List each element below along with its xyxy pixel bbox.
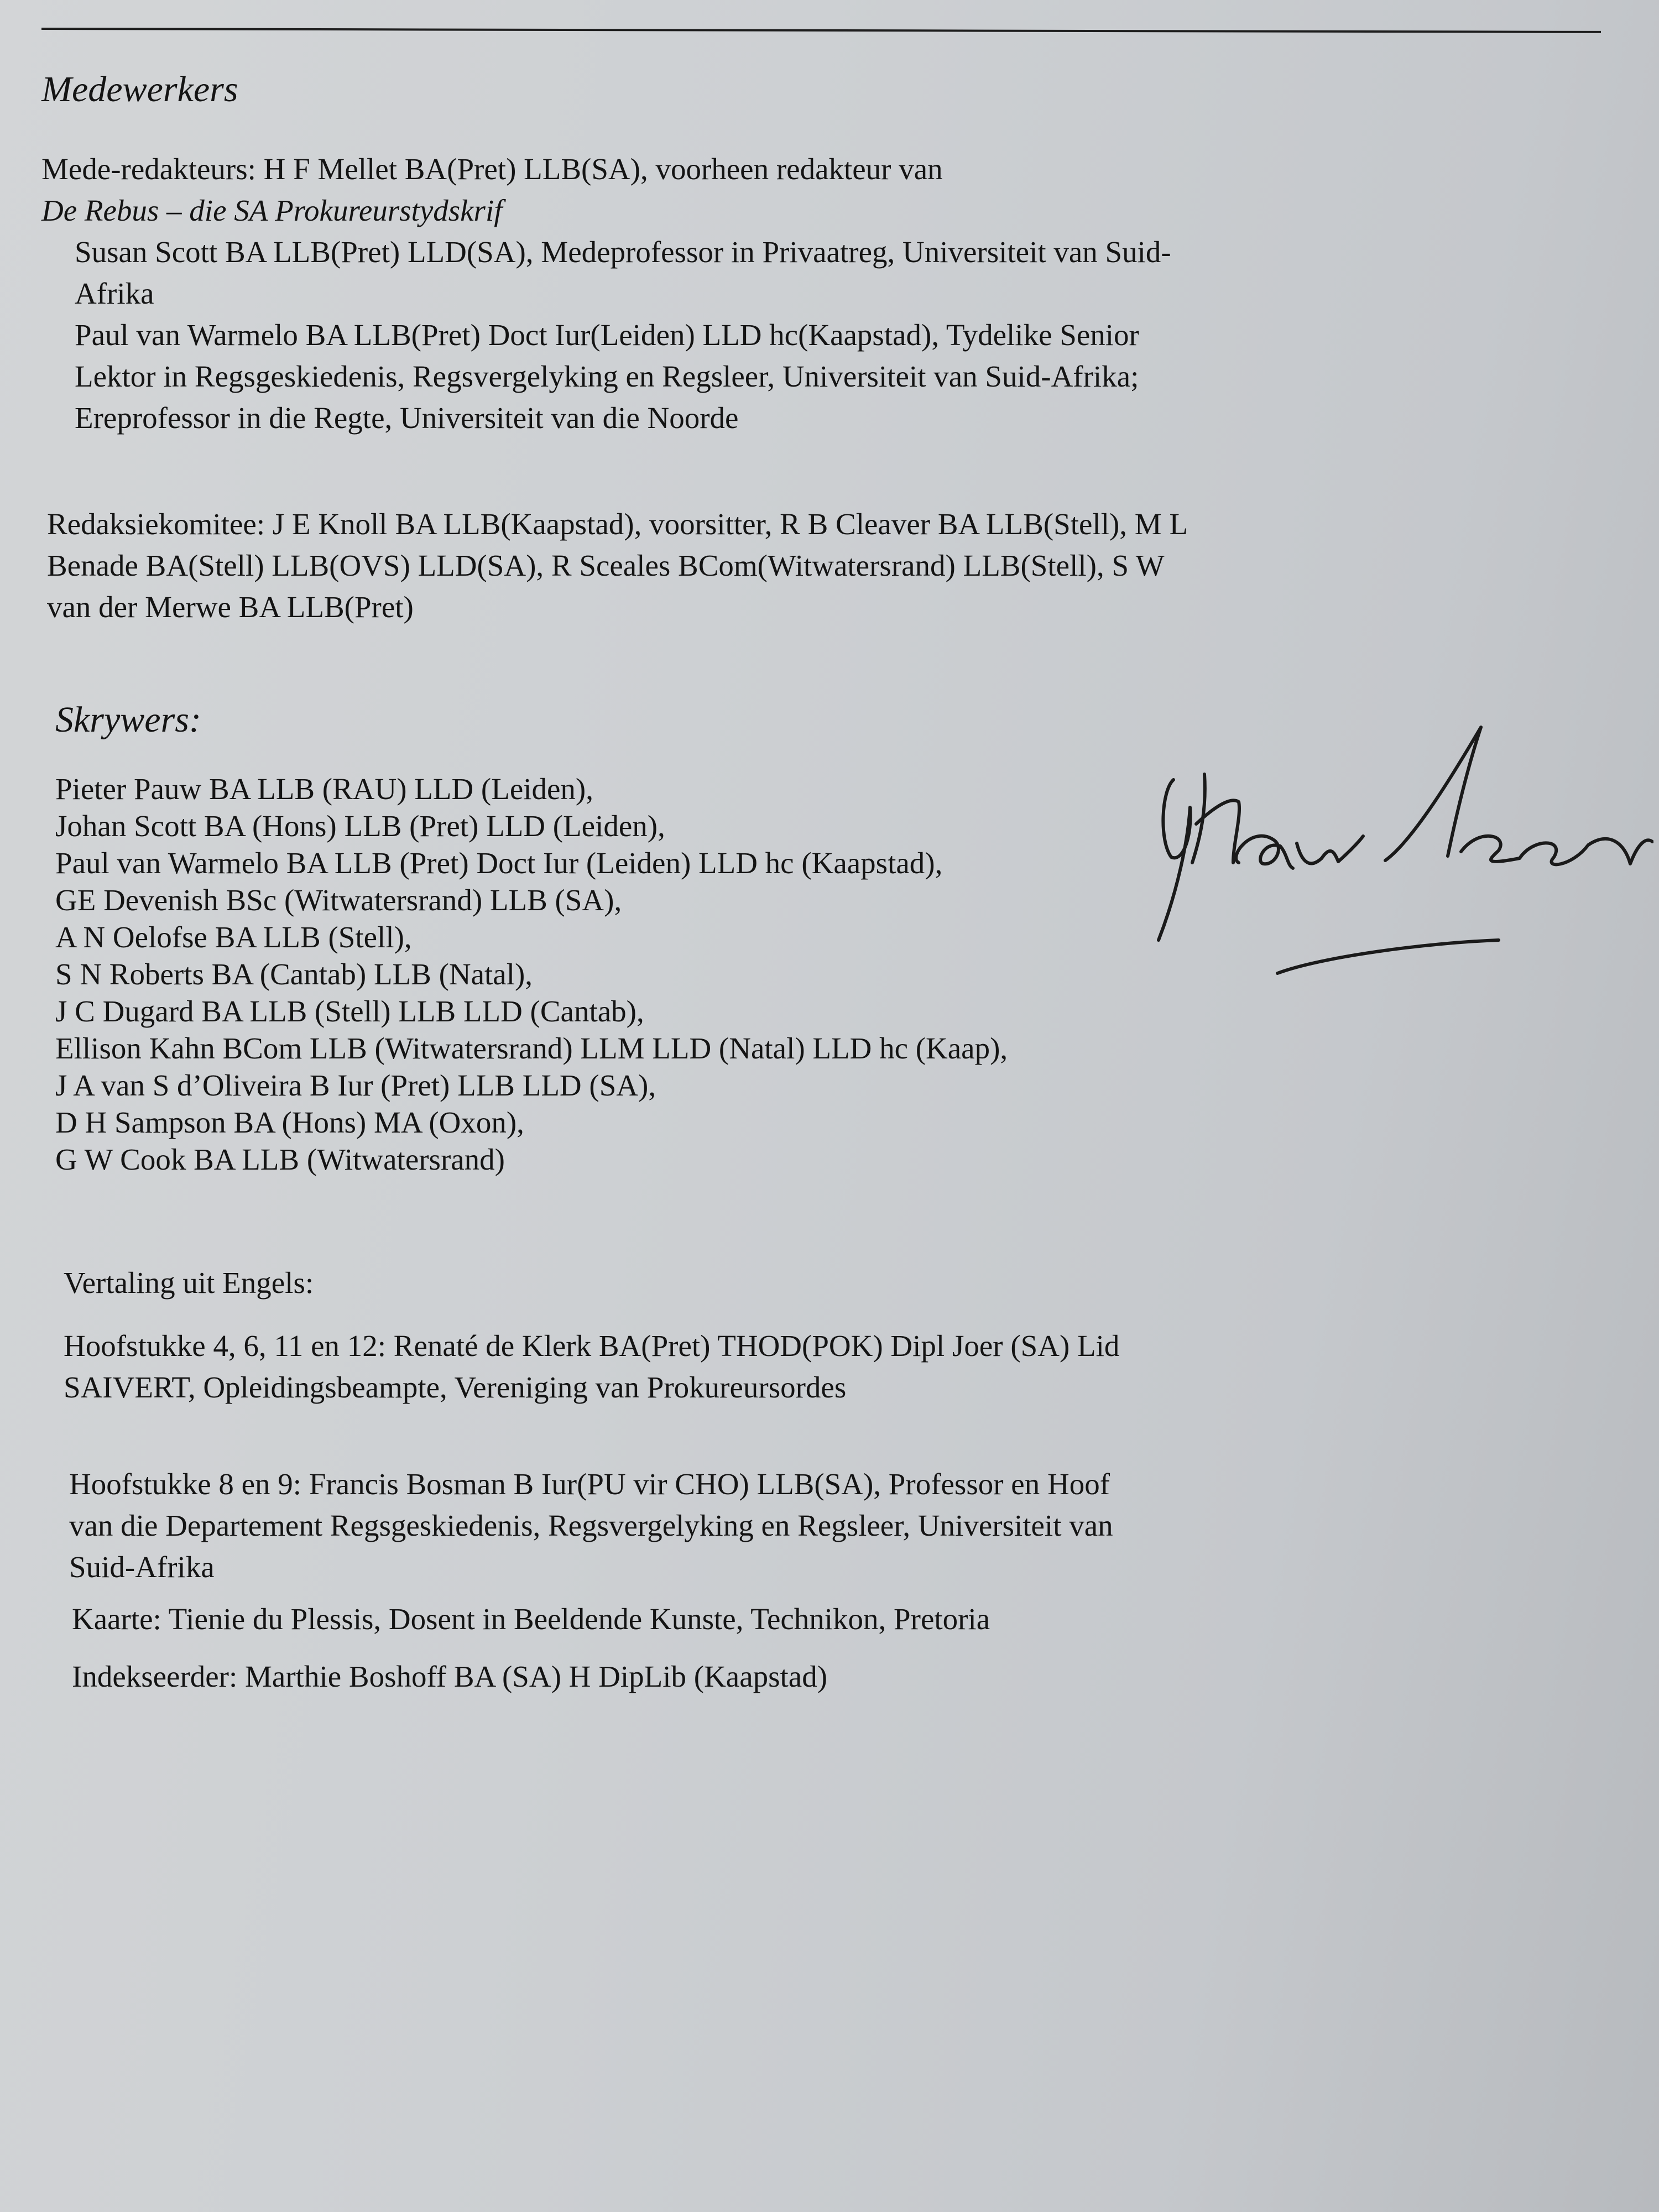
signature-stroke [1297, 836, 1363, 863]
signature-stroke [1192, 774, 1239, 863]
author-item: A N Oelofse BA LLB (Stell), [55, 920, 412, 954]
author-item: D H Sampson BA (Hons) MA (Oxon), [55, 1105, 524, 1139]
author-item: Paul van Warmelo BA LLB (Pret) Doct Iur (Leiden) LLD hc (Kaapstad), [55, 846, 943, 880]
author-item: G W Cook BA LLB (Witwatersrand) [55, 1142, 505, 1176]
handwritten-signature [1139, 713, 1653, 990]
signature-underline [1277, 940, 1499, 973]
author-item: J A van S d’Oliveira B Iur (Pret) LLB LLD (SA), [55, 1068, 656, 1102]
author-item: GE Devenish BSc (Witwatersrand) LLB (SA), [55, 883, 622, 917]
author-item: Johan Scott BA (Hons) LLB (Pret) LLD (Leiden), [55, 809, 665, 843]
mede-redakteurs-lead: Mede-redakteurs: H F Mellet BA(Pret) LLB(SA), voorheen redakteur van [41, 152, 943, 186]
indekseerder-credit: Indekseerder: Marthie Boshoff BA (SA) H DipLib (Kaapstad) [72, 1660, 828, 1693]
redaksiekomitee-paragraph: Redaksiekomitee: J E Knoll BA LLB(Kaapstad), voorsitter, R B Cleaver BA LLB(Stell), M L Benade BA(Stell) LLB(OVS) LLD(SA), R Sceales BCom(Witwatersrand) LLB(Stell), S W van der Merwe BA LLB(Pret) [47, 507, 1187, 624]
kaarte-credit: Kaarte: Tienie du Plessis, Dosent in Beeldende Kunste, Technikon, Pretoria [72, 1602, 990, 1636]
author-item: Ellison Kahn BCom LLB (Witwatersrand) LLM LLD (Natal) LLD hc (Kaap), [55, 1031, 1008, 1065]
medewerkers-heading: Medewerkers [41, 69, 238, 109]
vertaling-heading: Vertaling uit Engels: [64, 1266, 314, 1300]
signature-stroke [1461, 836, 1652, 864]
hoofstukke-8-9: Hoofstukke 8 en 9: Francis Bosman B Iur(PU vir CHO) LLB(SA), Professor en Hoof van die Departement Regsgeskiedenis, Regsvergelyking en Regsleer, Universiteit van Suid-Afrika [69, 1467, 1113, 1584]
signature-stroke [1236, 836, 1293, 868]
mede-redakteurs-paragraph [41, 148, 1192, 439]
author-list [55, 770, 1106, 1178]
signature-stroke [1159, 780, 1191, 940]
skrywers-heading: Skrywers: [55, 700, 201, 740]
scott-entry: Susan Scott BA LLB(Pret) LLD(SA), Medeprofessor in Privaatreg, Universiteit van Suid-Afrika [75, 235, 1171, 310]
hoofstukke-4-6-11-12: Hoofstukke 4, 6, 11 en 12: Renaté de Klerk BA(Pret) THOD(POK) Dipl Joer (SA) Lid SAIVERT, Opleidingsbeampte, Vereniging van Prokureursordes [64, 1329, 1120, 1404]
signature-stroke [1385, 727, 1481, 860]
author-item: J C Dugard BA LLB (Stell) LLB LLD (Cantab), [55, 994, 644, 1028]
author-item: Pieter Pauw BA LLB (RAU) LLD (Leiden), [55, 772, 594, 806]
publication-title: De Rebus – die SA Prokureurstydskrif [41, 194, 503, 227]
top-rule [41, 28, 1601, 33]
warmelo-entry: Paul van Warmelo BA LLB(Pret) Doct Iur(Leiden) LLD hc(Kaapstad), Tydelike Senior Lektor in Regsgeskiedenis, Regsvergelyking en Regsleer, Universiteit van Suid-Afrika; Ereprofessor in die Regte, Universiteit van die Noorde [75, 318, 1139, 435]
author-item: S N Roberts BA (Cantab) LLB (Natal), [55, 957, 533, 991]
